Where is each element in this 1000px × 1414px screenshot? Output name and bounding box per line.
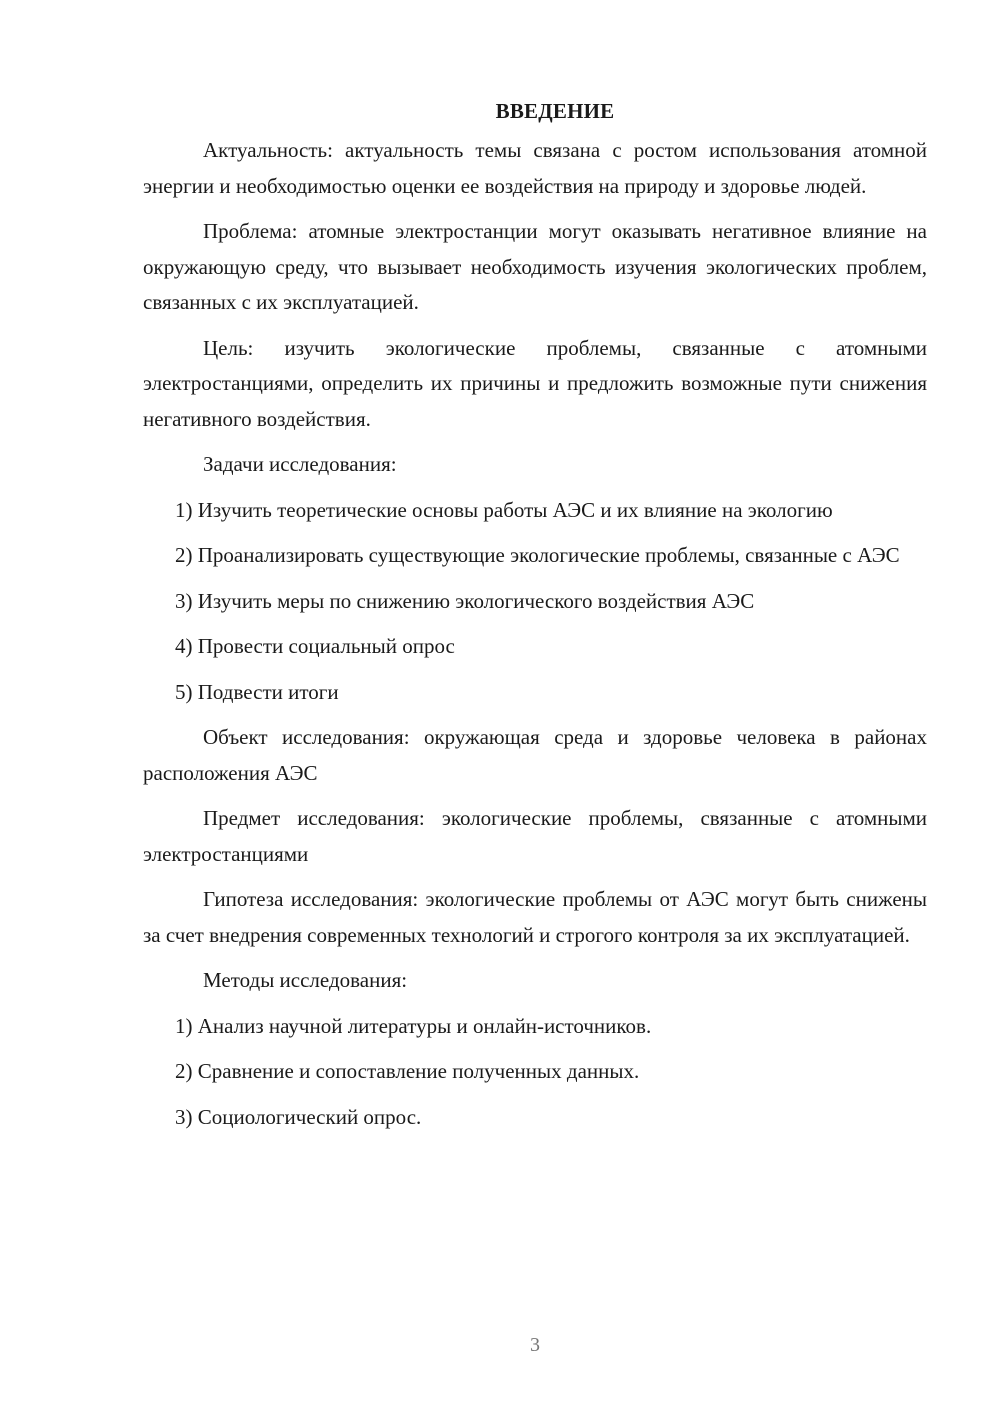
task-item: 3) Изучить меры по снижению экологического воздействия АЭС [175,588,755,613]
subject-paragraph: Предмет исследования: экологические проблемы, связанные с атомными электростанциями [143,806,927,866]
task-item: 5) Подвести итоги [175,679,339,704]
method-item: 3) Социологический опрос. [175,1104,422,1129]
task-item: 4) Провести социальный опрос [175,634,455,658]
page-title: ВВЕДЕНИЕ [495,99,615,123]
relevance-paragraph: Актуальность: актуальность темы связана с ростом использования атомной энергии и необходимостью оценки ее воздействия на природу и здоровье людей. [143,138,927,198]
methods-heading: Методы исследования: [203,968,408,992]
problem-paragraph: Проблема: атомные электростанции могут оказывать негативное влияние на окружающую среду, что вызывает необходимость изучения экологических проблем, связанных с их эксплуатацией. [143,219,927,314]
page-number: 3 [530,1334,540,1356]
method-item: 2) Сравнение и сопоставление полученных данных. [175,1059,640,1083]
task-item: 1) Изучить теоретические основы работы АЭС и их влияние на экологию [175,497,833,522]
task-item: 2) Проанализировать существующие экологические проблемы, связанные с АЭС [175,543,900,567]
object-paragraph: Объект исследования: окружающая среда и здоровье человека в районах расположения АЭС [143,725,927,785]
tasks-heading: Задачи исследования: [203,452,397,476]
method-item: 1) Анализ научной литературы и онлайн-источников. [175,1013,652,1038]
hypothesis-paragraph: Гипотеза исследования: экологические проблемы от АЭС могут быть снижены за счет внедрения современных технологий и строгого контроля за их эксплуатацией. [143,887,927,947]
page-content [143,93,927,1145]
goal-paragraph: Цель: изучить экологические проблемы, связанные с атомными электростанциями, определить их причины и предложить возможные пути снижения негативного воздействия. [143,335,927,431]
